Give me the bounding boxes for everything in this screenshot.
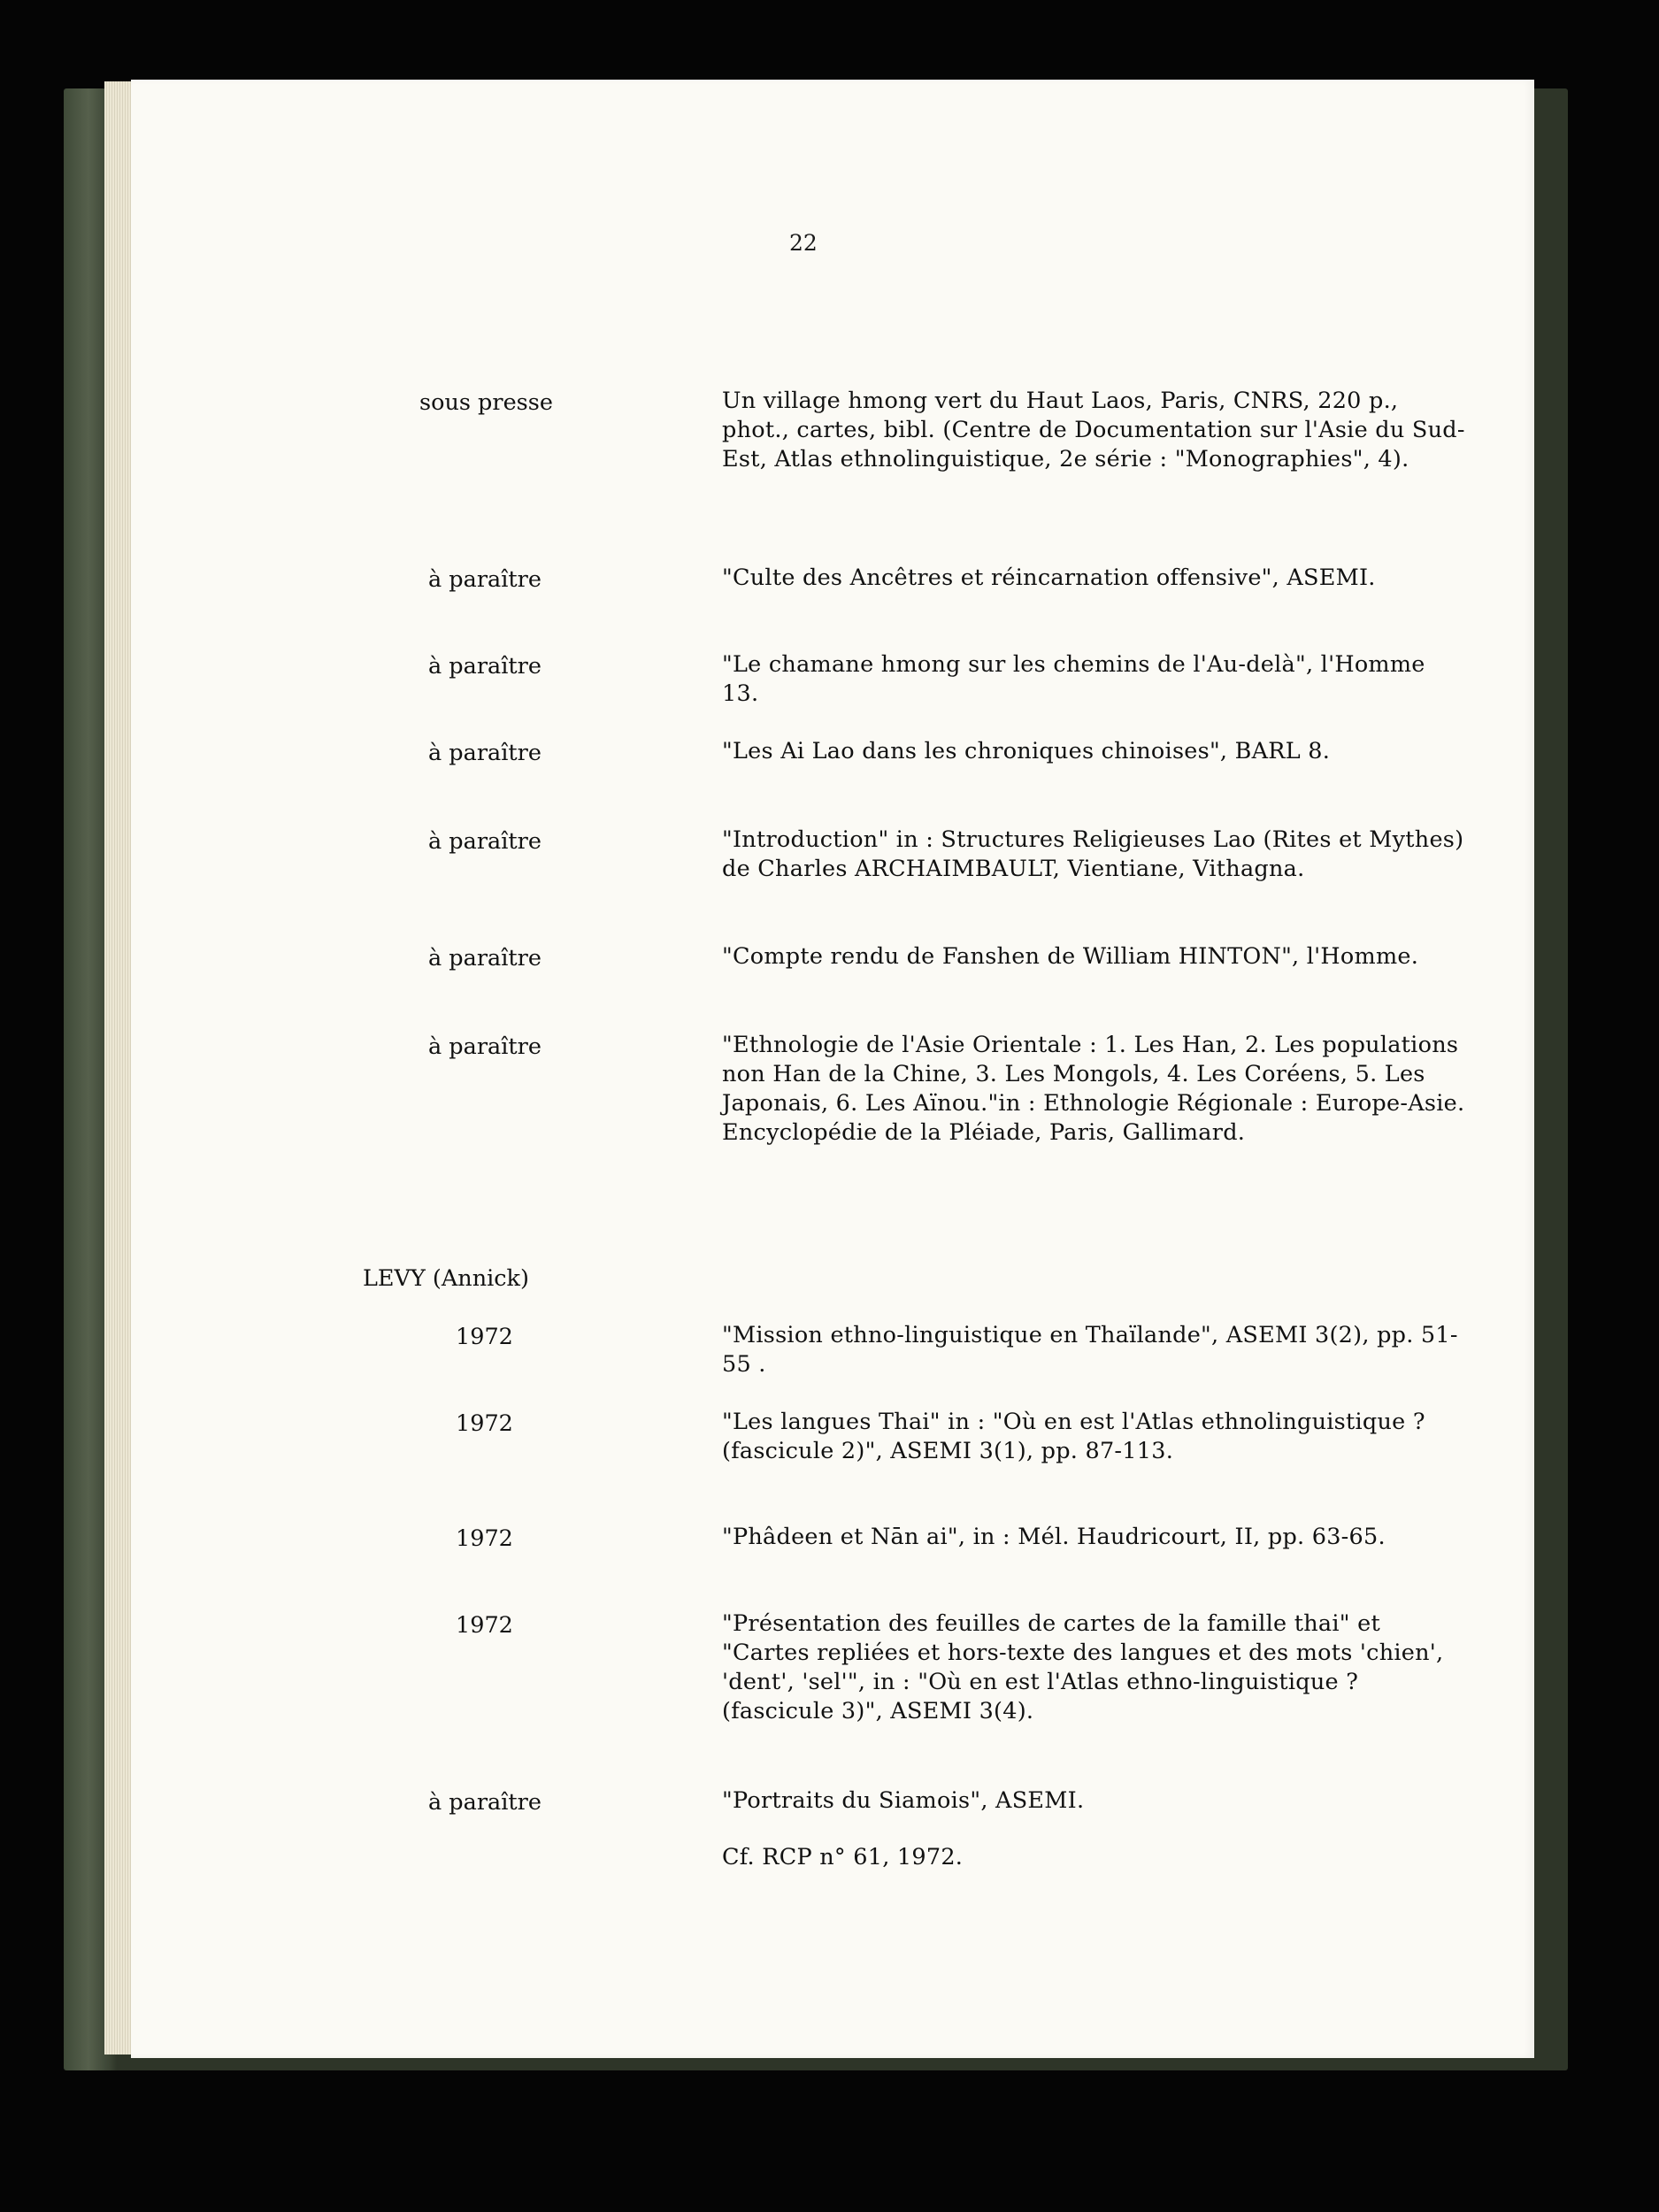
author-heading: LEVY (Annick) — [363, 1265, 529, 1292]
entry-status: à paraître — [428, 1789, 541, 1816]
entry-text: "Le chamane hmong sur les chemins de l'Au-delà", l'Homme 13. — [722, 651, 1425, 707]
page-number: 22 — [789, 230, 818, 256]
entry-text: "Les langues Thai" in : "Où en est l'Atlas ethnolinguistique ? (fascicule 2)", ASEMI 3(1), pp. 87-113. — [722, 1409, 1425, 1464]
entry-status: 1972 — [456, 1410, 513, 1437]
entry-text: "Phâdeen et Nān ai", in : Mél. Haudricourt, II, pp. 63-65. — [722, 1524, 1386, 1550]
entry-text: "Mission ethno-linguistique en Thaïlande", ASEMI 3(2), pp. 51-55 . — [722, 1322, 1458, 1378]
entry-text: "Présentation des feuilles de cartes de la famille thai" et "Cartes repliées et hors-texte des langues et des mots 'chien', 'dent', 'sel'", in : "Où en est l'Atlas ethno-linguistique ? (fascicule 3)", ASEMI 3(4). — [722, 1610, 1444, 1724]
entry-text: "Portraits du Siamois", ASEMI. — [722, 1787, 1085, 1814]
entry-text: "Compte rendu de Fanshen de William HINTON", l'Homme. — [722, 943, 1419, 970]
entry-status: 1972 — [456, 1525, 513, 1552]
entry-text: Un village hmong vert du Haut Laos, Paris, CNRS, 220 p., phot., cartes, bibl. (Centre de Documentation sur l'Asie du Sud-Est, Atlas ethnolinguistique, 2e série : "Monographies", 4). — [722, 388, 1465, 472]
entry-status: 1972 — [456, 1324, 513, 1350]
entry-status: à paraître — [428, 740, 541, 766]
entry-status: à paraître — [428, 566, 541, 593]
entry-status: à paraître — [428, 828, 541, 855]
entry-text: "Introduction" in : Structures Religieuses Lao (Rites et Mythes) de Charles ARCHAIMBAULT, Vientiane, Vithagna. — [722, 826, 1464, 882]
entry-text: "Ethnologie de l'Asie Orientale : 1. Les Han, 2. Les populations non Han de la Chine, 3. Les Mongols, 4. Les Coréens, 5. Les Japonais, 6. Les Aïnou."in : Ethnologie Régionale : Europe-Asie. Encyclopédie de la Pléiade, Paris, Gallimard. — [722, 1032, 1465, 1146]
entry-text: Cf. RCP n° 61, 1972. — [722, 1844, 964, 1870]
entry-status: sous presse — [419, 389, 553, 416]
entry-text: "Culte des Ancêtres et réincarnation offensive", ASEMI. — [722, 565, 1376, 591]
entry-status: 1972 — [456, 1612, 513, 1639]
entry-status: à paraître — [428, 945, 541, 972]
entry-status: à paraître — [428, 1033, 541, 1060]
entry-text: "Les Ai Lao dans les chroniques chinoises", BARL 8. — [722, 738, 1331, 764]
entry-status: à paraître — [428, 653, 541, 680]
